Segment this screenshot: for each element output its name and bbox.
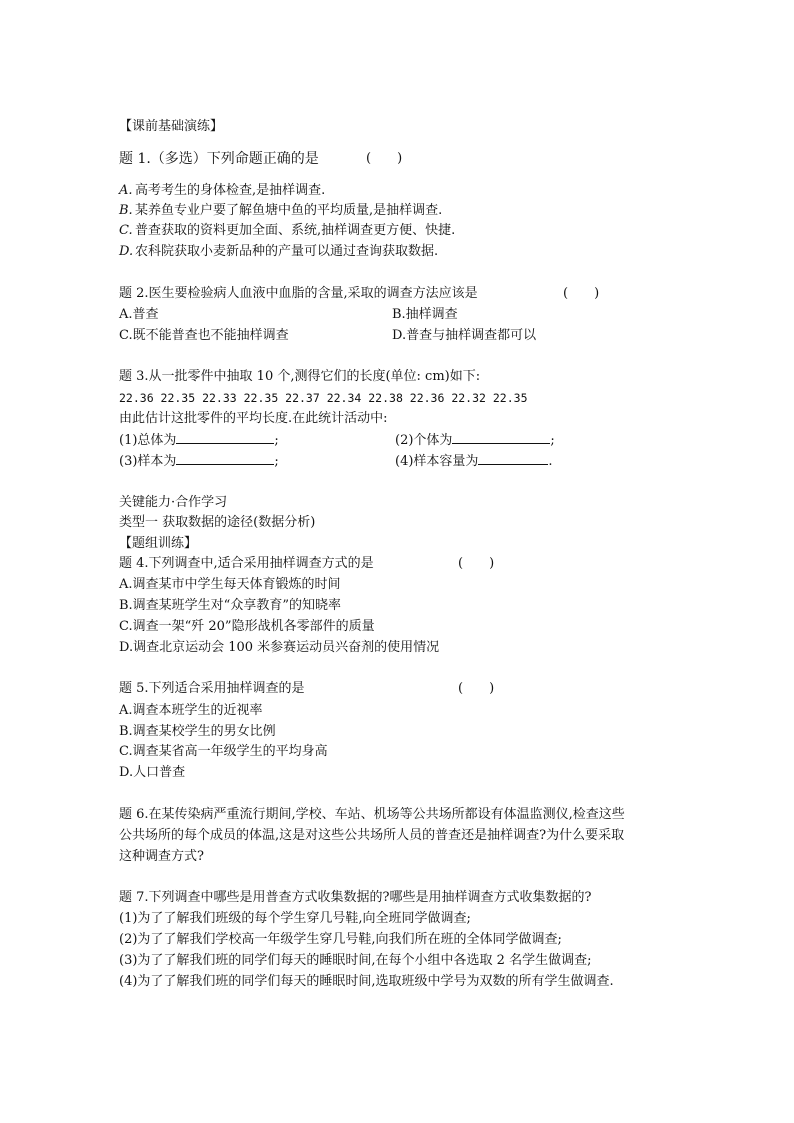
q1-stem [119,150,319,168]
q1-option-d [119,243,438,261]
q3-data-values: 22.36 22.35 22.33 22.35 22.37 22.34 22.38 22.36 22.32 22.35 [119,391,528,405]
q3-item-4 [395,452,553,470]
q3-item-2-label: (2)个体为 [395,433,453,448]
q2-option-a: A.普查 [119,307,159,322]
q4-option-d: D.调查北京运动会 100 米参赛运动员兴奋剂的使用情况 [119,640,440,655]
q4-stem: 题 4.下列调查中,适合采用抽样调查方式的是 [119,556,374,571]
section2-title: 关键能力·合作学习 [119,495,228,510]
q7-item-4: (4)为了了解我们班的同学们每天的睡眠时间,选取班级中学号为双数的所有学生做调查. [119,974,614,989]
q5-stem: 题 5.下列适合采用抽样调查的是 [119,681,305,696]
q4-option-c: C.调查一架“歼 20”隐形战机各零部件的质量 [119,619,375,634]
section2-subtitle: 【题组训练】 [119,536,198,551]
q7-stem: 题 7.下列调查中哪些是用普查方式收集数据的?哪些是用抽样调查方式收集数据的? [119,890,592,905]
q3-item-1-label: (1)总体为 [119,433,177,448]
q3-item-2-end: ; [550,433,555,448]
q2-answer-paren: ( ) [563,286,600,301]
q3-item-3-blank [176,452,274,465]
q1-option-d-letter: D. [119,244,134,259]
q1-option-b-text: 某养鱼专业户要了解鱼塘中鱼的平均质量,是抽样调查. [135,203,443,218]
q3-item-1-end: ; [274,433,279,448]
q1-option-d-text: 农科院获取小麦新品种的产量可以通过查询获取数据. [135,244,439,259]
q3-item-1-blank [176,431,274,444]
q1-option-c [119,222,455,240]
q3-item-4-blank [478,452,548,465]
q1-option-b [119,202,442,220]
q3-item-2 [395,431,555,449]
q2-option-d: D.普查与抽样调查都可以 [392,328,537,343]
q2-option-c: C.既不能普查也不能抽样调查 [119,328,289,343]
q4-answer-paren: ( ) [458,556,495,571]
q1-option-b-letter: B. [119,203,133,218]
q2-option-b: B.抽样调查 [392,307,458,322]
q6-line-2: 公共场所的每个成员的体温,这是对这些公共场所人员的普查还是抽样调查?为什么要采取 [119,828,625,843]
q1-answer-paren: ( ) [366,151,403,166]
q7-item-3: (3)为了了解我们班的同学们每天的睡眠时间,在每个小组中各选取 2 名学生做调查; [119,953,592,968]
q5-answer-paren: ( ) [458,681,495,696]
section-title: 【课前基础演练】 [119,119,224,134]
q1-option-c-text: 普查获取的资料更加全面、系统,抽样调查更方便、快捷. [135,223,456,238]
q3-item-4-label: (4)样本容量为 [395,454,479,469]
q3-intro: 由此估计这批零件的平均长度.在此统计活动中: [119,411,388,426]
q5-option-d: D.人口普查 [119,765,186,780]
q1-option-a [119,182,325,200]
q5-option-c: C.调查某省高一年级学生的平均身高 [119,744,328,759]
q3-item-3 [119,452,279,470]
section2-type-line: 类型一 获取数据的途径(数据分析) [119,515,316,530]
q3-stem: 题 3.从一批零件中抽取 10 个,测得它们的长度(单位: cm)如下: [119,369,481,384]
q3-item-1 [119,431,279,449]
q7-item-1: (1)为了了解我们班级的每个学生穿几号鞋,向全班同学做调查; [119,911,471,926]
q1-option-c-letter: C. [119,223,133,238]
q3-item-4-end: . [548,454,553,469]
q6-line-3: 这种调查方式? [119,849,204,864]
q4-option-b: B.调查某班学生对“众享教育”的知晓率 [119,598,341,613]
q6-line-1: 题 6.在某传染病严重流行期间,学校、车站、机场等公共场所都设有体温监测仪,检查这些 [119,807,625,822]
q3-item-3-end: ; [274,454,279,469]
q1-option-a-letter: A. [119,183,133,198]
q5-option-b: B.调查某校学生的男女比例 [119,724,276,739]
q5-option-a: A.调查本班学生的近视率 [119,703,263,718]
q1-stem-text: 题 1.（多选）下列命题正确的是 [119,151,319,167]
q2-stem: 题 2.医生要检验病人血液中血脂的含量,采取的调查方法应该是 [119,286,478,301]
q4-option-a: A.调查某市中学生每天体育锻炼的时间 [119,577,341,592]
q7-item-2: (2)为了了解我们学校高一年级学生穿几号鞋,向我们所在班的全体同学做调查; [119,932,562,947]
q3-item-2-blank [452,431,550,444]
q1-option-a-text: 高考考生的身体检查,是抽样调查. [135,183,326,198]
q3-item-3-label: (3)样本为 [119,454,177,469]
